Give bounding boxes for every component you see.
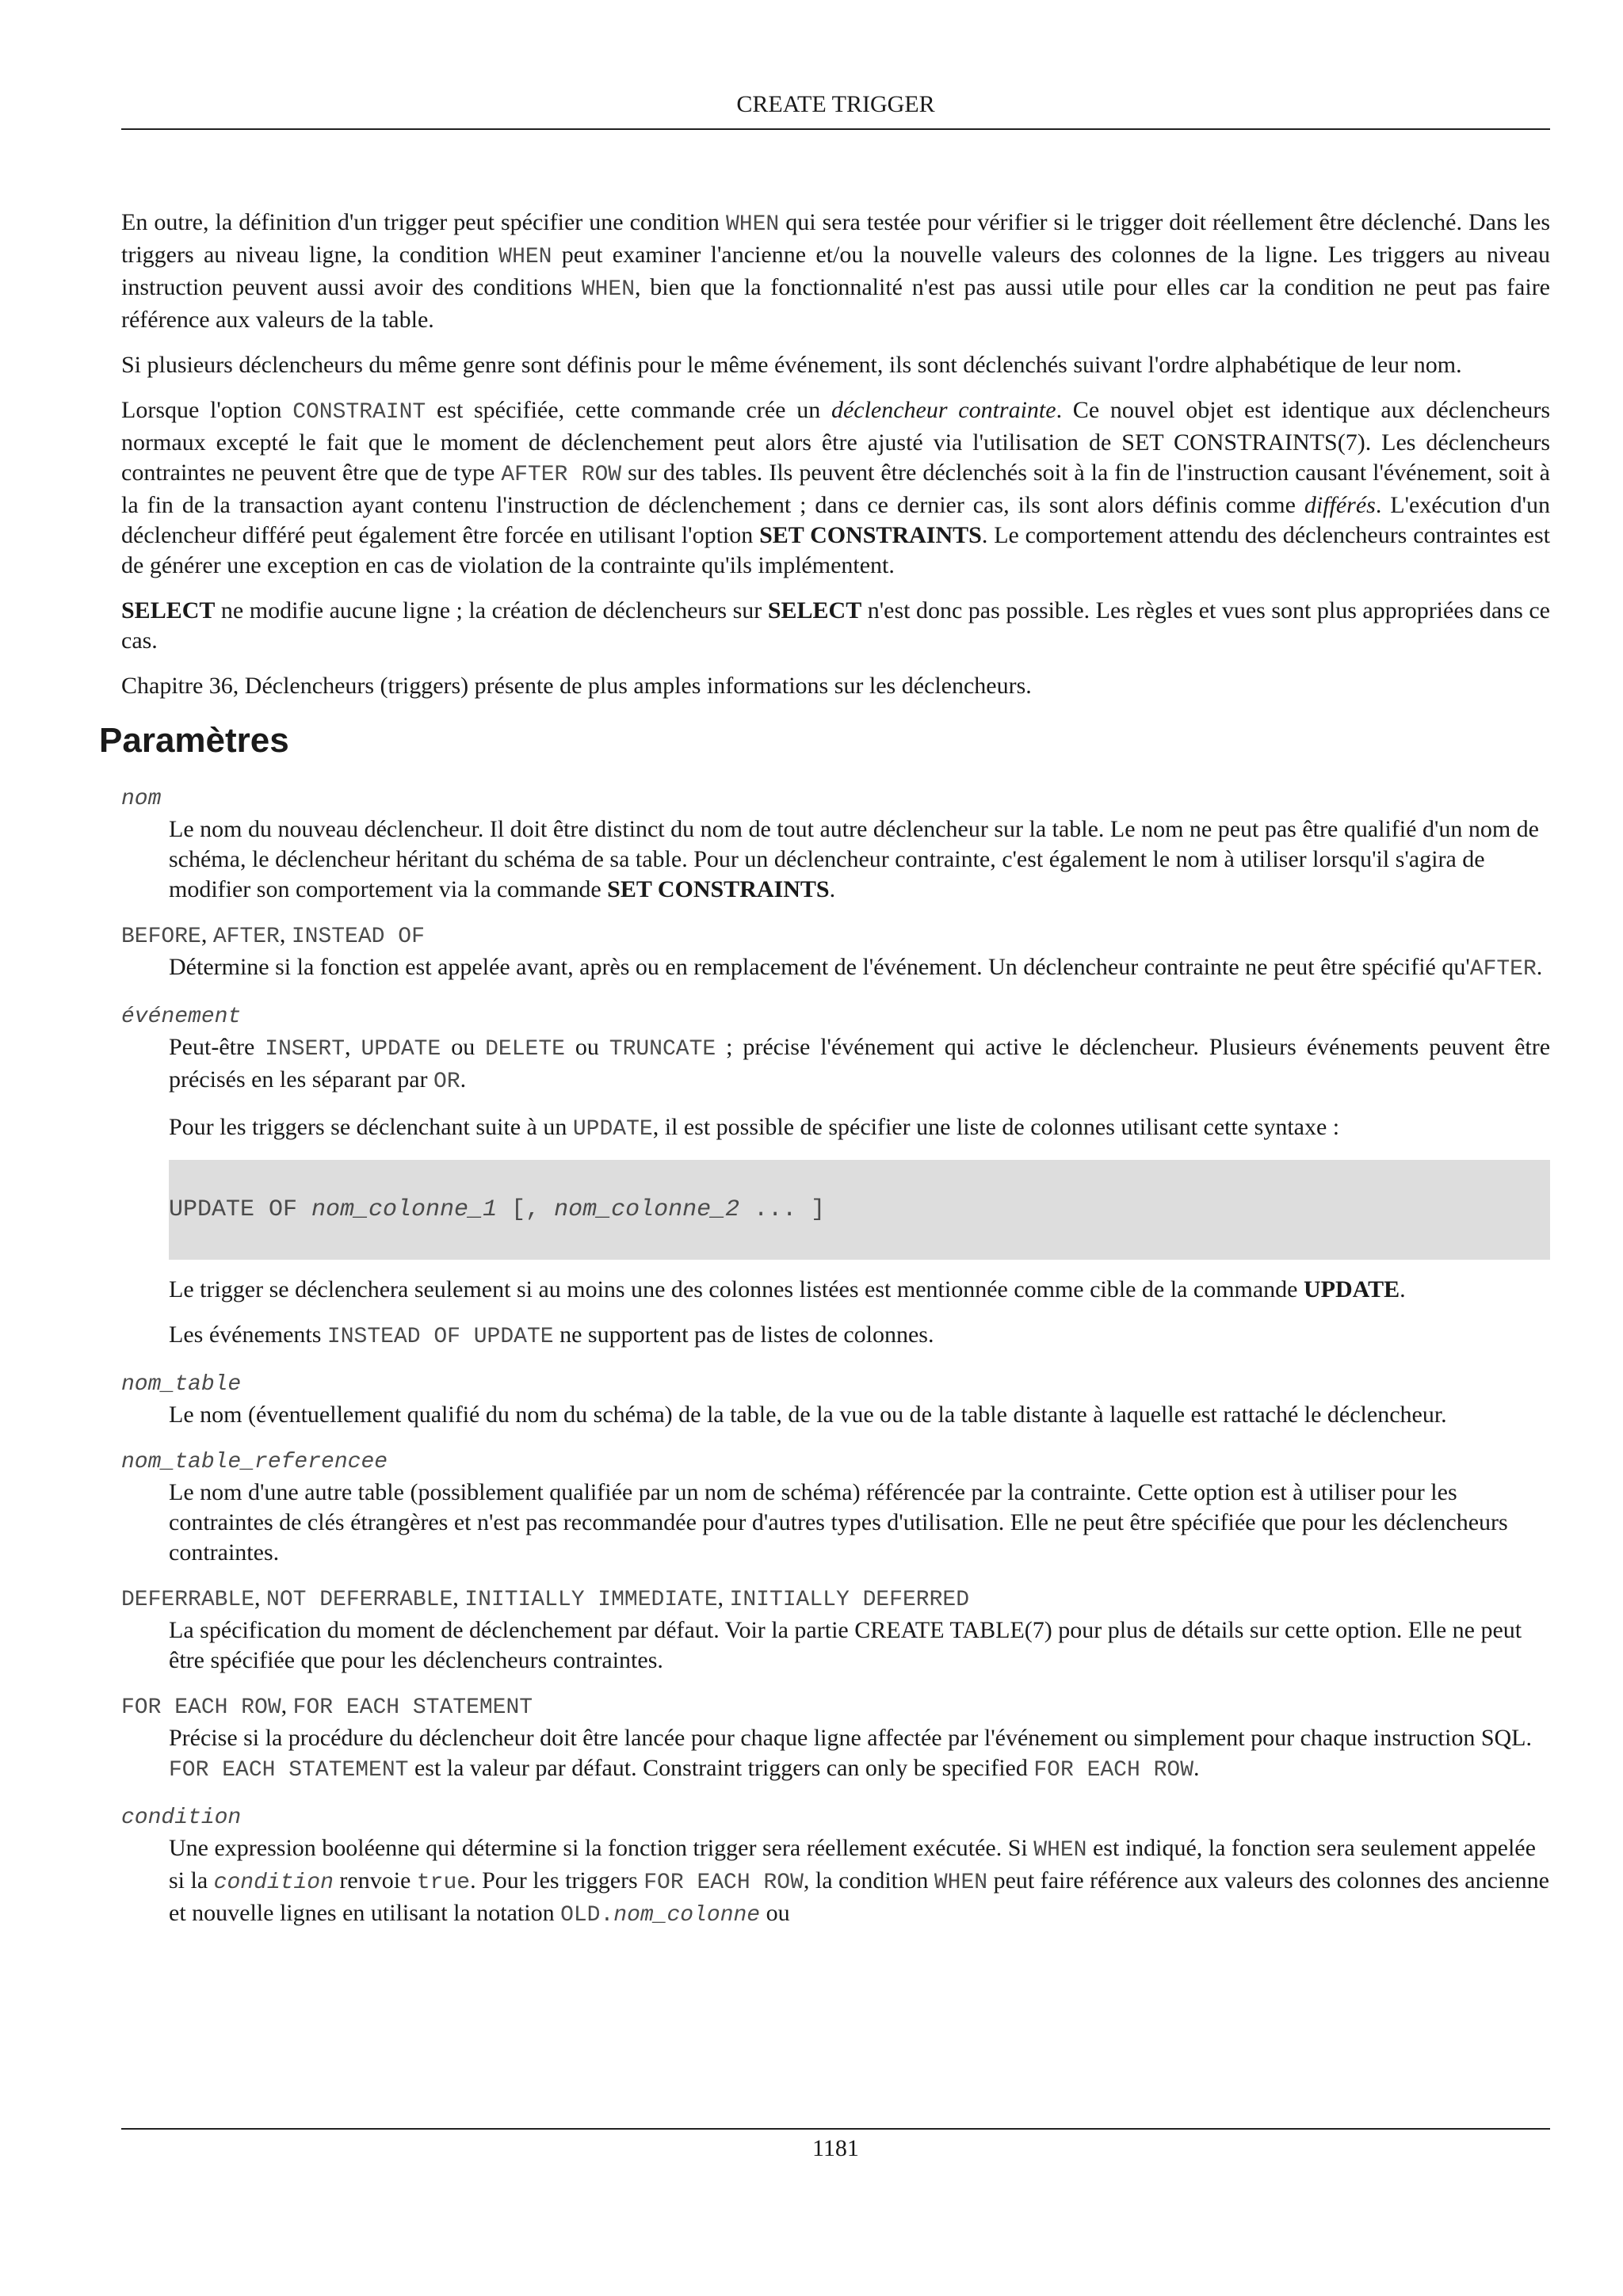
- paragraph-trigger-order: Si plusieurs déclencheurs du même genre sont définis pour le même événement, ils sont déclenchés suivant l'ordre alphabétique de leur nom.: [121, 352, 1462, 378]
- syntax-code-block: UPDATE OF nom_colonne_1 [, nom_colonne_2 ... ]: [169, 1160, 1550, 1260]
- param-term-condition: condition: [121, 1806, 242, 1830]
- param-term-for-each: FOR EACH ROW, FOR EACH STATEMENT: [121, 1692, 533, 1720]
- page-number: 1181: [812, 2135, 859, 2161]
- param-term-timing: BEFORE, AFTER, INSTEAD OF: [121, 921, 425, 949]
- param-term-nom-table: nom_table: [121, 1372, 242, 1397]
- param-desc-evenement: [169, 1032, 1550, 1352]
- param-desc-nom: Le nom du nouveau déclencheur. Il doit être distinct du nom de tout autre déclencheur sur la table. Le nom ne peut pas être qualifié d'un nom de schéma, le déclencheur héritant du schéma de sa table. Pour un déclencheur contrainte, c'est également le nom à utiliser lorsqu'il s'agira de modifier son comportement via la commande SET CONSTRAINTS.: [169, 816, 1539, 902]
- paragraph-constraint-trigger: Lorsque l'option CONSTRAINT est spécifiée, cette commande crée un déclencheur contrainte. Ce nouvel objet est identique aux déclencheurs normaux excepté le fait que le moment de déclenchement peut alors être ajusté via l'utilisation de SET CONSTRAINTS(7). Les déclencheurs contraintes ne peuvent être que de type AFTER ROW sur des tables. Ils peuvent être déclenchés soit à la fin de l'instruction causant l'événement, soit à la fin de la transaction ayant contenu l'instruction de déclenchement ; dans ce dernier cas, ils sont alors définis comme différés. L'exécution d'un déclencheur différé peut également être forcée en utilisant l'option SET CONSTRAINTS. Le comportement attendu des déclencheurs contraintes est de générer une exception en cas de violation de la contrainte qu'ils implémentent.: [121, 397, 1551, 578]
- page-footer: [121, 2128, 1550, 2164]
- section-heading-parametres: Paramètres: [99, 721, 289, 760]
- param-term-nom: nom: [121, 787, 162, 811]
- param-desc-timing: Détermine si la fonction est appelée avant, après ou en remplacement de l'événement. Un déclencheur contrainte ne peut être spécifié qu'AFTER.: [169, 954, 1543, 982]
- param-desc-for-each: Précise si la procédure du déclencheur doit être lancée pour chaque ligne affectée par l'événement ou simplement pour chaque instruction SQL. FOR EACH STATEMENT est la valeur par défaut. Constraint triggers can only be specified FOR EACH ROW.: [169, 1725, 1533, 1783]
- evenement-paragraph-4: Les événements INSTEAD OF UPDATE ne supportent pas de listes de colonnes.: [169, 1322, 934, 1349]
- page-header: [121, 89, 1550, 130]
- evenement-paragraph-3: Le trigger se déclenchera seulement si au moins une des colonnes listées est mentionnée comme cible de la commande UPDATE.: [169, 1276, 1406, 1302]
- paragraph-select: SELECT ne modifie aucune ligne ; la création de déclencheurs sur SELECT n'est donc pas possible. Les règles et vues sont plus appropriées dans ce cas.: [121, 597, 1550, 654]
- param-term-evenement: événement: [121, 1005, 242, 1029]
- param-desc-condition: Une expression booléenne qui détermine si la fonction trigger sera réellement exécutée. Si WHEN est indiqué, la fonction sera seulement appelée si la condition renvoie true. Pour les triggers FOR EACH ROW, la condition WHEN peut faire référence aux valeurs des colonnes des ancienne et nouvelle lignes en utilisant la notation OLD.nom_colonne ou: [169, 1835, 1549, 1928]
- param-desc-nom-table-referencee: Le nom d'une autre table (possiblement qualifiée par un nom de schéma) référencée par la contrainte. Cette option est à utiliser pour les contraintes de clés étrangères et n'est pas recommandée pour d'autres types d'utilisation. Elle ne peut être spécifiée que pour les déclencheurs contraintes.: [169, 1479, 1508, 1566]
- evenement-paragraph-2: Pour les triggers se déclenchant suite à un UPDATE, il est possible de spécifier une liste de colonnes utilisant cette syntaxe :: [169, 1114, 1340, 1142]
- param-desc-nom-table: Le nom (éventuellement qualifié du nom du schéma) de la table, de la vue ou de la table distante à laquelle est rattaché le déclencheur.: [169, 1402, 1447, 1428]
- paragraph-when-condition: En outre, la définition d'un trigger peut spécifier une condition WHEN qui sera testée pour vérifier si le trigger doit réellement être déclenché. Dans les triggers au niveau ligne, la condition WHEN peut examiner l'ancienne et/ou la nouvelle valeurs des colonnes de la ligne. Les triggers au niveau instruction peuvent aussi avoir des conditions WHEN, bien que la fonctionnalité n'est pas aussi utile pour elles car la condition ne peut pas faire référence aux valeurs de la table.: [121, 209, 1550, 333]
- page-content: [99, 208, 1551, 1946]
- evenement-paragraph-1: Peut-être INSERT, UPDATE ou DELETE ou TRUNCATE ; précise l'événement qui active le déclencheur. Plusieurs événements peuvent être précisés en les séparant par OR.: [169, 1034, 1551, 1094]
- param-term-deferrable: DEFERRABLE, NOT DEFERRABLE, INITIALLY IMMEDIATE, INITIALLY DEFERRED: [121, 1585, 969, 1612]
- paragraph-chapter-reference: Chapitre 36, Déclencheurs (triggers) présente de plus amples informations sur les déclencheurs.: [121, 673, 1032, 699]
- header-title: CREATE TRIGGER: [736, 91, 935, 117]
- param-desc-deferrable: La spécification du moment de déclenchement par défaut. Voir la partie CREATE TABLE(7) pour plus de détails sur cette option. Elle ne peut être spécifiée que pour les déclencheurs contraintes.: [169, 1617, 1522, 1673]
- param-term-nom-table-referencee: nom_table_referencee: [121, 1450, 388, 1474]
- parameter-list: [121, 782, 1550, 1931]
